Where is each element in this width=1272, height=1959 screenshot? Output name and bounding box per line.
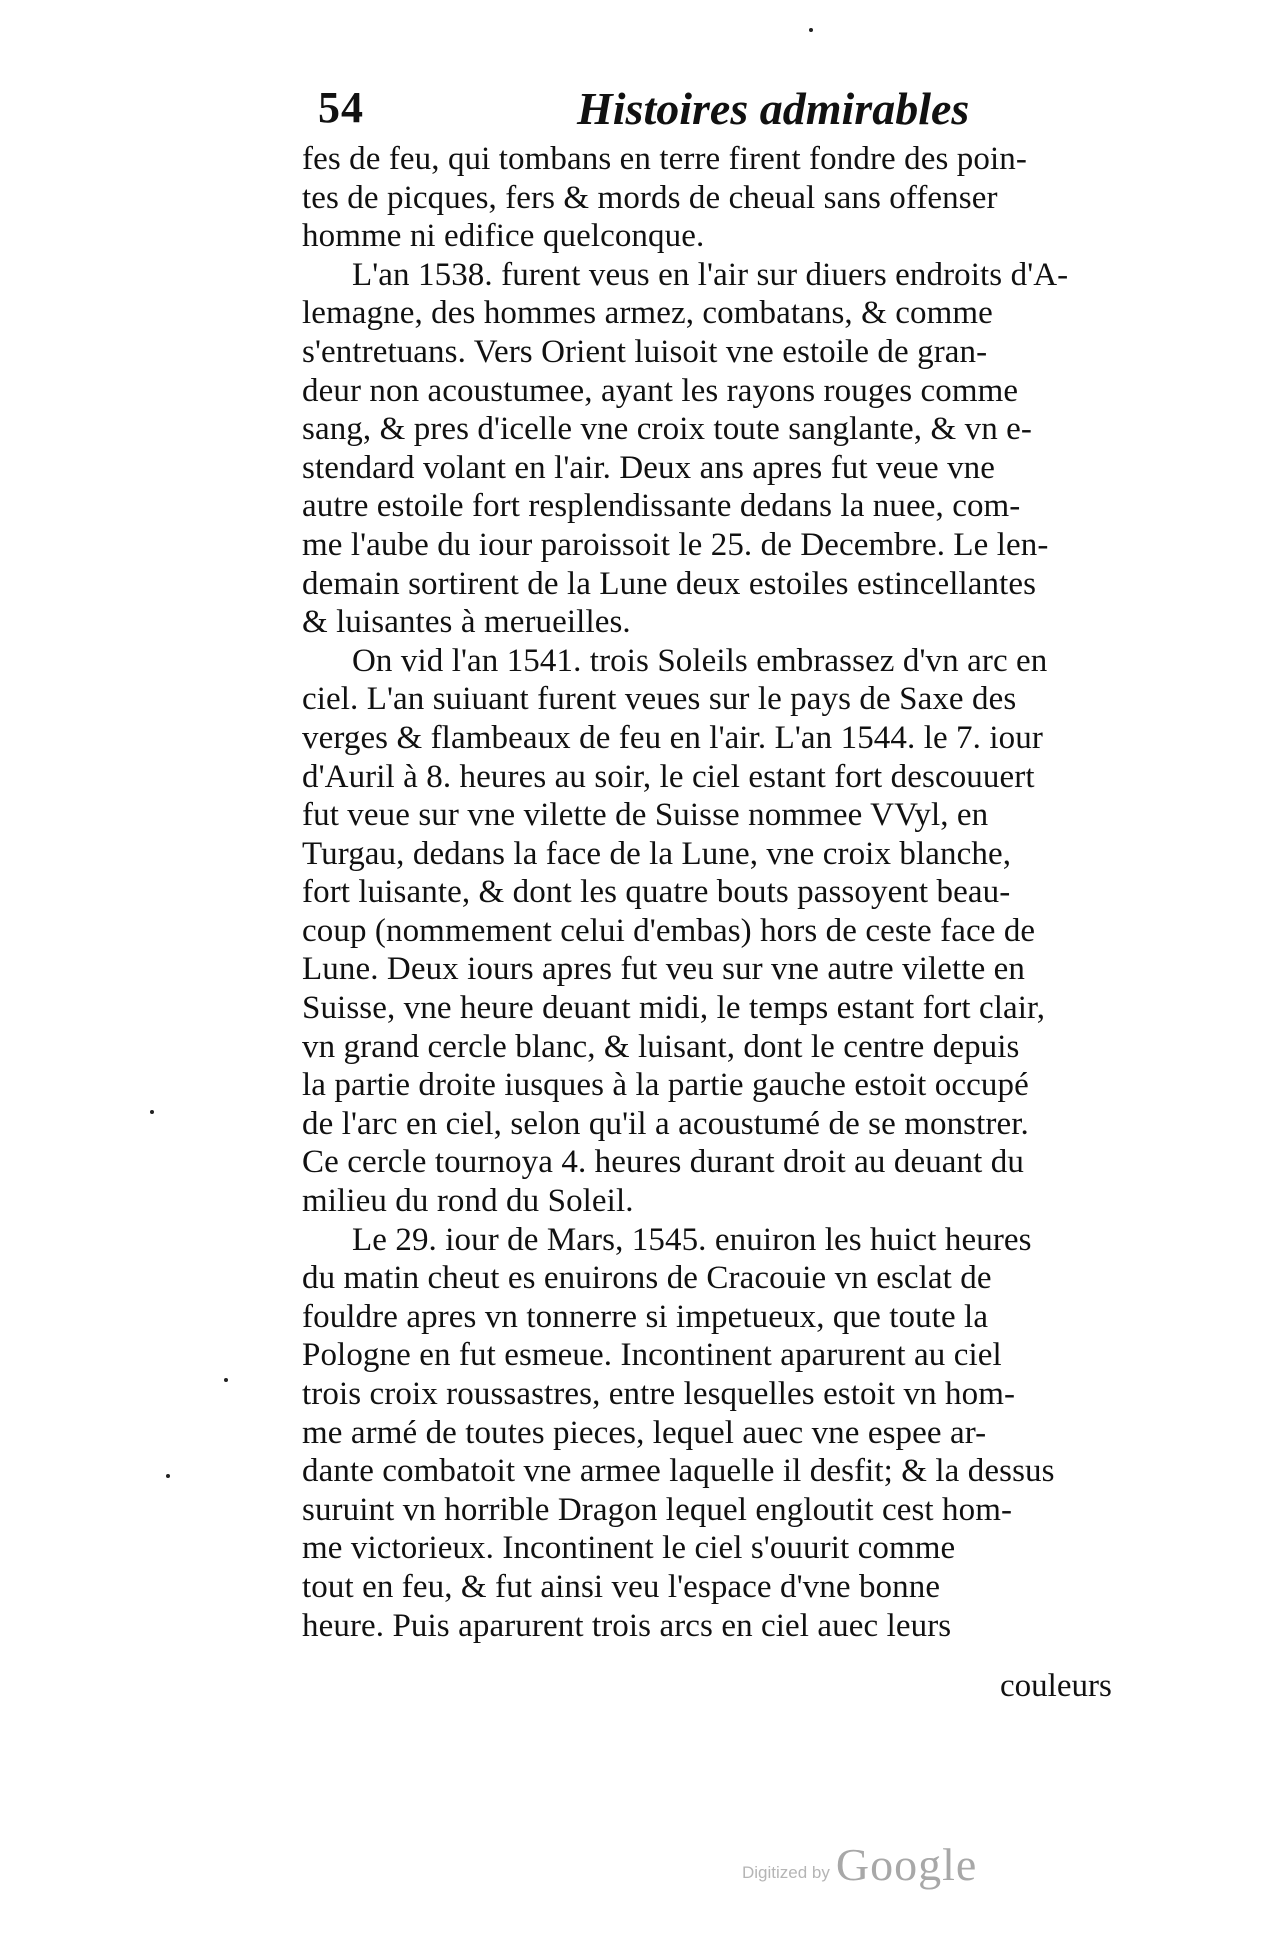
running-title: Histoires admirables xyxy=(577,83,970,134)
text-line: Lune. Deux iours apres fut veu sur vne autre vilette en xyxy=(302,951,1026,988)
text-line: Ce cercle tournoya 4. heures durant droit au deuant du xyxy=(302,1144,1024,1181)
ink-speck xyxy=(150,1110,154,1114)
text-line: tes de picques, fers & mords de cheual sans offenser xyxy=(302,179,998,216)
text-line: demain sortirent de la Lune deux estoiles estincellantes xyxy=(302,565,1037,602)
text-line: du matin cheut es enuirons de Cracouie vn esclat de xyxy=(302,1260,992,1297)
text-line: Le 29. iour de Mars, 1545. enuiron les huict heures xyxy=(352,1221,1032,1258)
watermark-prefix: Digitized by xyxy=(742,1863,830,1882)
ink-speck xyxy=(166,1474,170,1478)
page-number: 54 xyxy=(318,83,364,132)
text-line: Suisse, vne heure deuant midi, le temps estant fort clair, xyxy=(302,990,1046,1027)
text-line: s'entretuans. Vers Orient luisoit vne estoile de gran- xyxy=(302,333,988,370)
text-line: fouldre apres vn tonnerre si impetueux, que toute la xyxy=(302,1298,989,1335)
text-line: fort luisante, & dont les quatre bouts passoyent beau- xyxy=(302,874,1011,911)
text-line: & luisantes à merueilles. xyxy=(302,604,631,641)
text-line: On vid l'an 1541. trois Soleils embrassez d'vn arc en xyxy=(352,642,1048,679)
text-line: lemagne, des hommes armez, combatans, & comme xyxy=(302,295,993,332)
catchword: couleurs xyxy=(1000,1668,1112,1704)
text-line: vn grand cercle blanc, & luisant, dont le centre depuis xyxy=(302,1028,1020,1065)
text-line: dante combatoit vne armee laquelle il desfit; & la dessus xyxy=(302,1453,1055,1490)
text-line: me l'aube du iour paroissoit le 25. de Decembre. Le len- xyxy=(302,526,1049,563)
text-line: la partie droite iusques à la partie gauche estoit occupé xyxy=(302,1067,1029,1104)
text-line: ciel. L'an suiuant furent veues sur le pays de Saxe des xyxy=(302,681,1017,718)
digitized-watermark xyxy=(742,1838,977,1891)
text-line: fes de feu, qui tombans en terre firent fondre des poin- xyxy=(302,141,1027,177)
text-line: fut veue sur vne vilette de Suisse nommee VVyl, en xyxy=(302,797,989,834)
text-line: milieu du rond du Soleil. xyxy=(302,1183,634,1220)
text-line: sang, & pres d'icelle vne croix toute sanglante, & vn e- xyxy=(302,411,1032,448)
text-line: Turgau, dedans la face de la Lune, vne croix blanche, xyxy=(302,835,1012,872)
ink-speck xyxy=(224,1378,228,1382)
text-line: me armé de toutes pieces, lequel auec vne espee ar- xyxy=(302,1414,987,1451)
ink-speck xyxy=(809,28,813,32)
text-line: d'Auril à 8. heures au soir, le ciel estant fort descouuert xyxy=(302,758,1035,795)
text-line: de l'arc en ciel, selon qu'il a acoustumé de se monstrer. xyxy=(302,1105,1029,1142)
text-line: Pologne en fut esmeue. Incontinent aparurent au ciel xyxy=(302,1337,1002,1374)
google-logo: Google xyxy=(835,1839,978,1890)
text-line: heure. Puis aparurent trois arcs en ciel auec leurs xyxy=(302,1607,952,1644)
text-line: coup (nommement celui d'embas) hors de ceste face de xyxy=(302,912,1036,949)
page-header xyxy=(302,82,1162,142)
text-line: trois croix roussastres, entre lesquelles estoit vn hom- xyxy=(302,1376,1016,1412)
text-line: stendard volant en l'air. Deux ans apres fut veue vne xyxy=(302,449,996,486)
text-line: homme ni edifice quelconque. xyxy=(302,218,705,255)
text-line: tout en feu, & fut ainsi veu l'espace d'vne bonne xyxy=(302,1568,941,1605)
text-line: verges & flambeaux de feu en l'air. L'an 1544. le 7. iour xyxy=(302,719,1043,756)
text-line: suruint vn horrible Dragon lequel engloutit cest hom- xyxy=(302,1491,1013,1528)
text-line: me victorieux. Incontinent le ciel s'ouurit comme xyxy=(302,1530,956,1567)
text-line: autre estoile fort resplendissante dedans la nuee, com- xyxy=(302,488,1021,525)
text-line: L'an 1538. furent veus en l'air sur diuers endroits d'A- xyxy=(352,256,1069,293)
text-line: deur non acoustumee, ayant les rayons rouges comme xyxy=(302,372,1019,409)
body-text xyxy=(302,140,1164,1645)
